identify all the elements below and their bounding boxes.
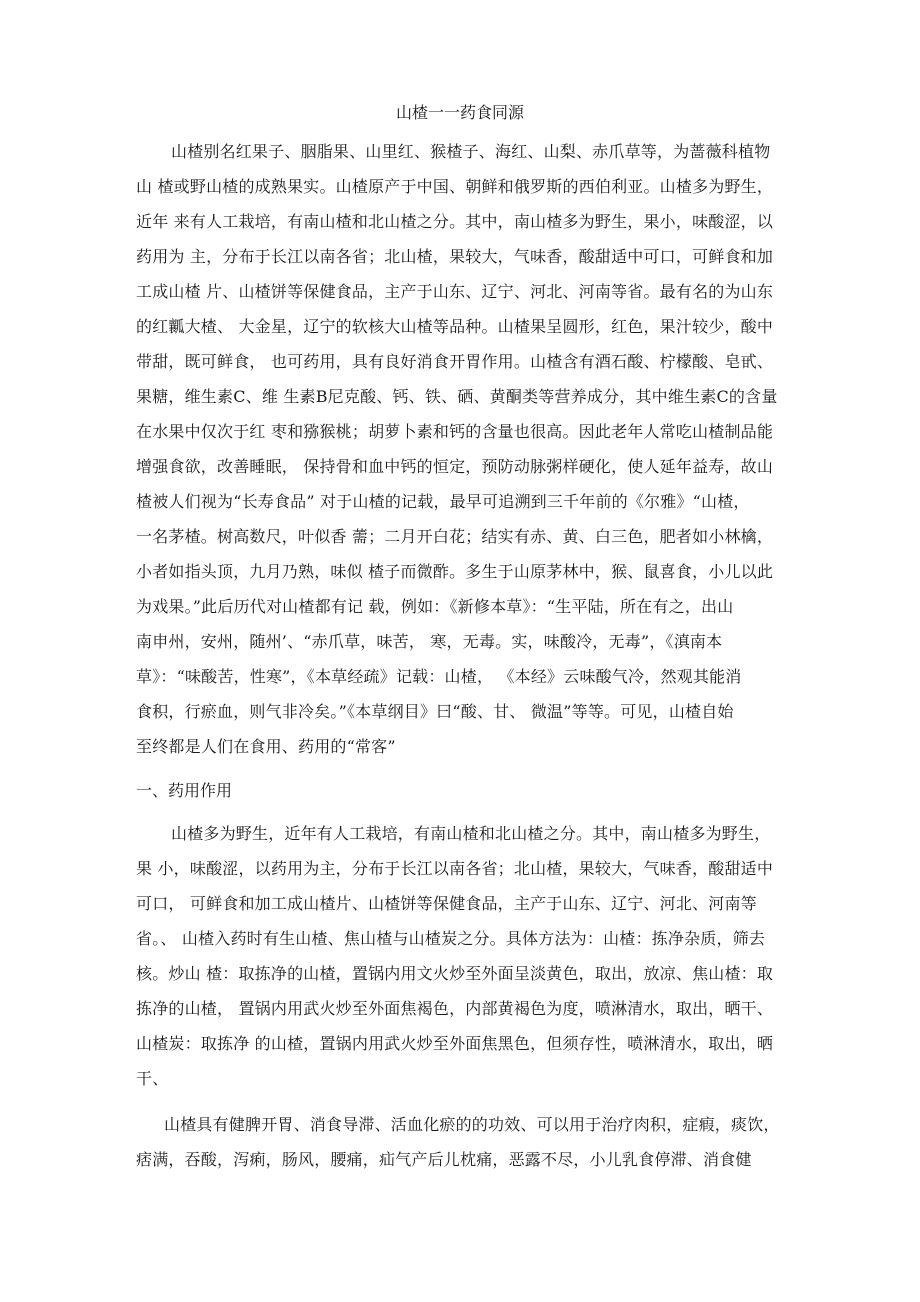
section-para2-line-2: 痞满，吞酸，泻痢，肠风，腰痛，疝气产后儿枕痛，恶露不尽，小儿乳食停滞、消食健 <box>136 1150 752 1169</box>
intro-line-5: 工成山楂 片、山楂饼等保健食品，主产于山东、辽宁、河北、河南等省。最有名的为山东 <box>136 282 774 301</box>
intro-line-8: 果糖，维生素C、维 生素B尼克酸、钙、铁、硒、黄酮类等营养成分，其中维生素C的含量 <box>136 387 778 406</box>
intro-line-16: 草》：“味酸苦，性寒”，《本草经疏》记载：山楂， 《本经》云味酸气冷，然观其能消 <box>136 667 742 686</box>
section-para1-line-6: 拣净的山楂， 置锅内用武火炒至外面焦褐色，内部黄褐色为度，喷淋清水，取出，晒干、 <box>136 999 774 1018</box>
section-para1-line-7: 山楂炭：取拣净 的山楂，置锅内用武火炒至外面焦黑色，但须存性，喷淋清水，取出，晒 <box>136 1034 774 1053</box>
intro-line-11: 楂被人们视为“长寿食品” 对于山楂的记载，最早可追溯到三千年前的《尔雅》“山楂， <box>136 492 750 511</box>
intro-line-2: 山 楂或野山楂的成熟果实。山楂原产于中国、朝鲜和俄罗斯的西伯利亚。山楂多为野生， <box>136 177 774 196</box>
intro-line-6: 的红瓤大楂、 大金星，辽宁的软核大山楂等品种。山楂果呈圆形，红色，果汁较少，酸中 <box>136 317 774 336</box>
intro-line-13: 小者如指头顶，九月乃熟，味似 楂子而微酢。多生于山原茅林中，猴、鼠喜食，小儿以此 <box>136 562 774 581</box>
intro-line-10: 增强食欲，改善睡眠， 保持骨和血中钙的恒定，预防动脉粥样硬化，使人延年益寿，故山 <box>136 457 774 476</box>
section-para1-line-2: 果 小，味酸涩，以药用为主，分布于长江以南各省；北山楂，果较大，气味香，酸甜适中 <box>136 859 774 878</box>
section-para2-line-1: 山楂具有健脾开胃、消食导滞、活血化瘀的的功效、可以用于治疗肉积，症瘕，痰饮， <box>164 1115 780 1134</box>
section-heading: 一、药用作用 <box>136 781 233 800</box>
section-para1-line-8: 干、 <box>136 1069 169 1088</box>
section-para1-line-3: 可口， 可鲜食和加工成山楂片、山楂饼等保健食品，主产于山东、辽宁、河北、河南等 <box>136 894 757 913</box>
intro-line-14: 为戏果。”此后历代对山楂都有记 载，例如：《新修本草》：“生平陆，所在有之，出山 <box>136 597 734 616</box>
intro-line-15: 南申州，安州，随州’、“赤爪草，味苦， 寒，无毒。实，味酸冷，无毒”，《滇南本 <box>136 632 723 651</box>
intro-line-18: 至终都是人们在食用、药用的“常客” <box>136 737 396 756</box>
section-para1-line-4: 省。、 山楂入药时有生山楂、焦山楂与山楂炭之分。具体方法为：山楂：拣净杂质，筛去 <box>136 929 766 948</box>
intro-line-3: 近年 来有人工栽培，有南山楂和北山楂之分。其中，南山楂多为野生，果小，味酸涩，以 <box>136 212 774 231</box>
intro-line-9: 在水果中仅次于红 枣和猕猴桃；胡萝卜素和钙的含量也很高。因此老年人常吃山楂制品能 <box>136 422 774 441</box>
intro-line-7: 带甜，既可鲜食， 也可药用，具有良好消食开胃作用。山楂含有酒石酸、柠檬酸、皂甙、 <box>136 352 774 371</box>
intro-line-12: 一名茅楂。树高数尺，叶似香 薷；二月开白花；结实有赤、黄、白三色，肥者如小林檎， <box>136 527 774 546</box>
intro-line-17: 食积，行瘀血，则气非冷矣。”《本草纲目》曰“酸、甘、 微温”等等。可见，山楂自始 <box>136 702 734 721</box>
document-title: 山楂一一药食同源 <box>395 103 524 122</box>
intro-line-4: 药用为 主，分布于长江以南各省；北山楂，果较大，气味香，酸甜适中可口，可鲜食和加 <box>136 247 774 266</box>
section-para1-line-1: 山楂多为野生，近年有人工栽培，有南山楂和北山楂之分。其中，南山楂多为野生， <box>171 824 771 843</box>
intro-line-1: 山楂别名红果子、胭脂果、山里红、猴楂子、海红、山梨、赤爪草等，为蔷薇科植物 <box>171 142 771 161</box>
section-para1-line-5: 核。炒山 楂：取拣净的山楂，置锅内用文火炒至外面呈淡黄色，取出，放凉、焦山楂：取 <box>136 964 774 983</box>
